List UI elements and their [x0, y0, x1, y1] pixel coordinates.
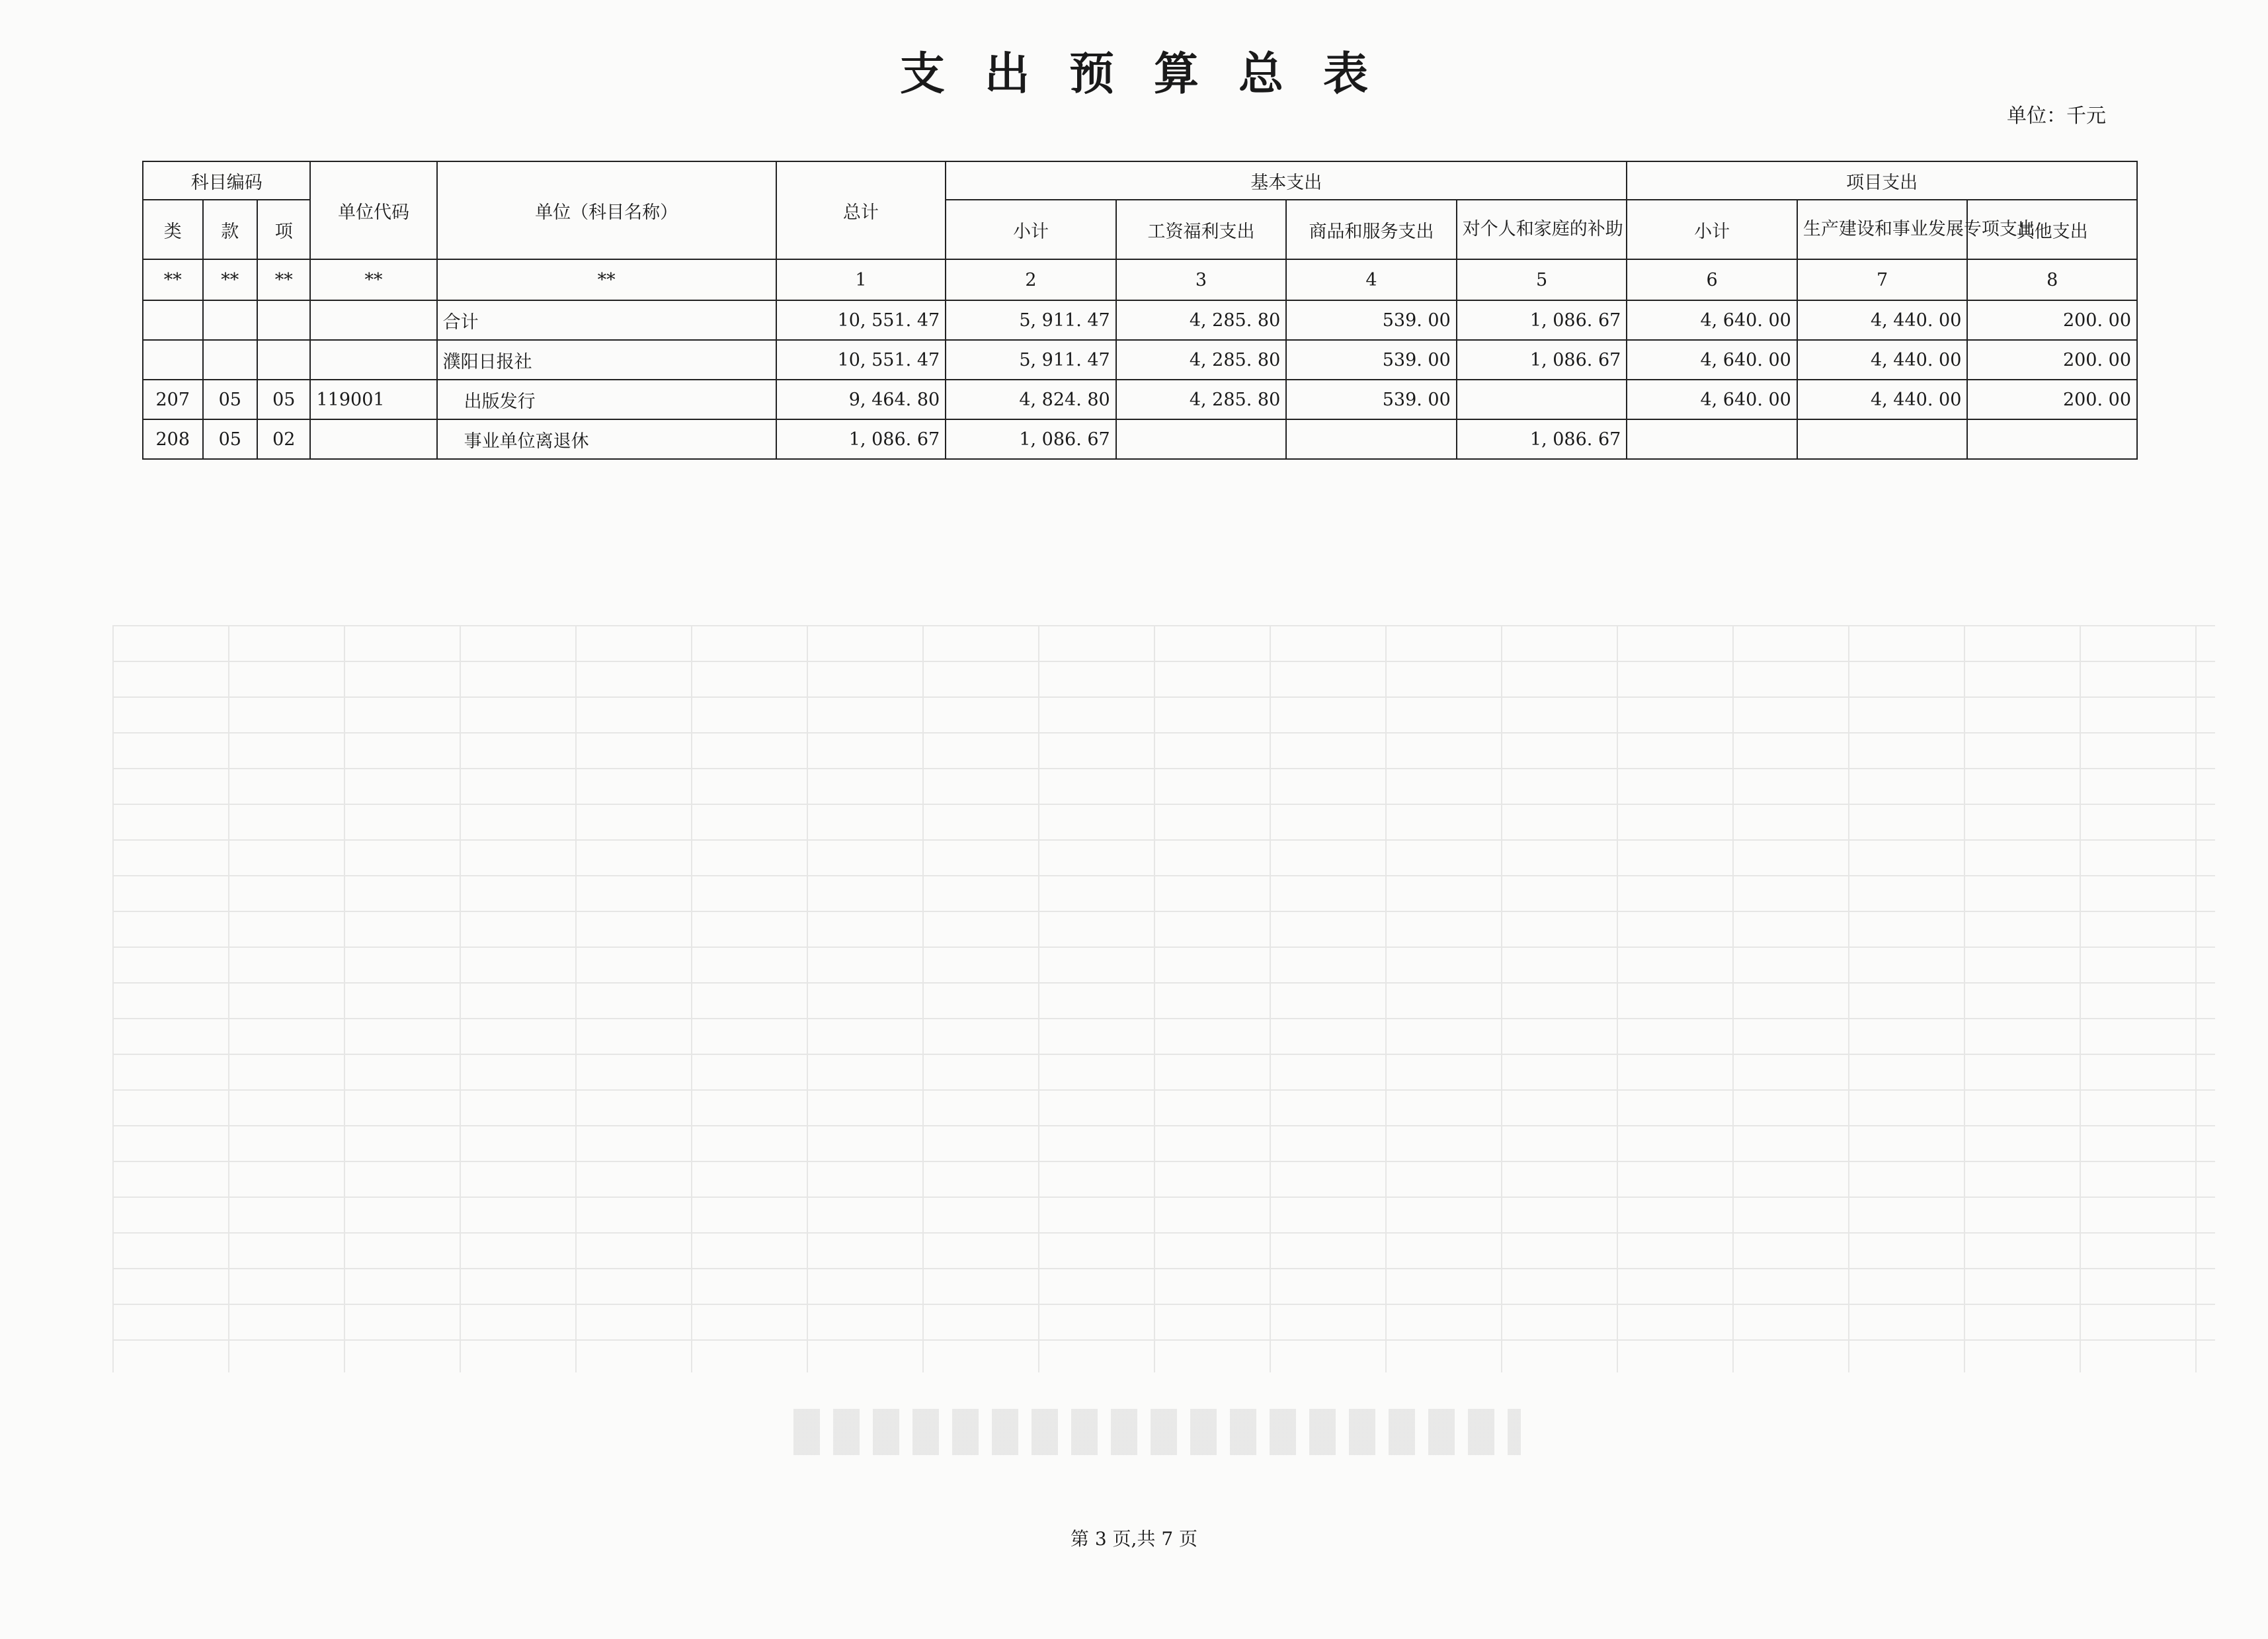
cell-subsidies: 1, 086. 67: [1457, 419, 1627, 459]
index-cell: 5: [1457, 259, 1627, 300]
cell-project-subtotal: 4, 640. 00: [1627, 300, 1797, 340]
cell-kuan: [203, 300, 257, 340]
cell-kuan: 05: [203, 380, 257, 419]
bleed-through-title: [793, 1409, 1521, 1455]
header-basic: 基本支出: [946, 161, 1627, 200]
header-subsidies: 对个人和家庭的补助: [1457, 200, 1627, 259]
cell-basic-subtotal: 1, 086. 67: [946, 419, 1116, 459]
cell-unit-code: 119001: [310, 380, 436, 419]
cell-total: 10, 551. 47: [776, 300, 946, 340]
header-unit-name: 单位（科目名称）: [437, 161, 776, 259]
cell-subsidies: 1, 086. 67: [1457, 340, 1627, 380]
header-kuan: 款: [203, 200, 257, 259]
index-cell: 8: [1967, 259, 2137, 300]
index-cell: **: [257, 259, 310, 300]
index-cell: **: [203, 259, 257, 300]
table-row: [143, 380, 2137, 419]
index-cell: **: [437, 259, 776, 300]
index-row: [143, 259, 2137, 300]
cell-wages: 4, 285. 80: [1116, 340, 1287, 380]
header-total: 总计: [776, 161, 946, 259]
cell-other: [1967, 419, 2137, 459]
unit-label: 单位：千元: [2007, 105, 2106, 128]
cell-goods: [1286, 419, 1457, 459]
cell-wages: 4, 285. 80: [1116, 300, 1287, 340]
index-cell: 2: [946, 259, 1116, 300]
cell-project-subtotal: [1627, 419, 1797, 459]
cell-other: 200. 00: [1967, 340, 2137, 380]
cell-lei: [143, 300, 203, 340]
cell-lei: 208: [143, 419, 203, 459]
budget-table: [142, 161, 2138, 460]
cell-lei: 207: [143, 380, 203, 419]
cell-unit-code: [310, 419, 436, 459]
header-goods-services: 商品和服务支出: [1286, 200, 1457, 259]
header-xiang: 项: [257, 200, 310, 259]
header-row-1: [143, 161, 2137, 200]
cell-kuan: 05: [203, 419, 257, 459]
cell-goods: 539. 00: [1286, 300, 1457, 340]
cell-total: 9, 464. 80: [776, 380, 946, 419]
cell-project-subtotal: 4, 640. 00: [1627, 340, 1797, 380]
index-cell: 6: [1627, 259, 1797, 300]
cell-xiang: [257, 300, 310, 340]
cell-production: [1797, 419, 1968, 459]
header-project-subtotal: 小计: [1627, 200, 1797, 259]
index-cell: **: [143, 259, 203, 300]
page-title: 支出预算总表: [899, 48, 1408, 101]
cell-wages: [1116, 419, 1287, 459]
cell-goods: 539. 00: [1286, 380, 1457, 419]
cell-production: 4, 440. 00: [1797, 300, 1968, 340]
cell-unit-code: [310, 340, 436, 380]
cell-project-subtotal: 4, 640. 00: [1627, 380, 1797, 419]
header-wages: 工资福利支出: [1116, 200, 1287, 259]
cell-unit-name: 合计: [437, 300, 776, 340]
cell-kuan: [203, 340, 257, 380]
table-row: [143, 340, 2137, 380]
cell-other: 200. 00: [1967, 380, 2137, 419]
cell-production: 4, 440. 00: [1797, 380, 1968, 419]
cell-basic-subtotal: 5, 911. 47: [946, 300, 1116, 340]
cell-unit-name: 濮阳日报社: [437, 340, 776, 380]
cell-production: 4, 440. 00: [1797, 340, 1968, 380]
cell-unit-name: 出版发行: [437, 380, 776, 419]
cell-lei: [143, 340, 203, 380]
cell-wages: 4, 285. 80: [1116, 380, 1287, 419]
table-row: [143, 300, 2137, 340]
cell-subsidies: [1457, 380, 1627, 419]
index-cell: **: [310, 259, 436, 300]
table-row: [143, 419, 2137, 459]
cell-total: 1, 086. 67: [776, 419, 946, 459]
cell-goods: 539. 00: [1286, 340, 1457, 380]
index-cell: 3: [1116, 259, 1287, 300]
header-production: 生产建设和事业发展专项支出: [1797, 200, 1968, 259]
header-project: 项目支出: [1627, 161, 2137, 200]
cell-xiang: 02: [257, 419, 310, 459]
cell-other: 200. 00: [1967, 300, 2137, 340]
header-other: 其他支出: [1967, 200, 2137, 259]
cell-unit-name: 事业单位离退休: [437, 419, 776, 459]
index-cell: 1: [776, 259, 946, 300]
cell-xiang: 05: [257, 380, 310, 419]
header-unit-code: 单位代码: [310, 161, 436, 259]
cell-unit-code: [310, 300, 436, 340]
header-basic-subtotal: 小计: [946, 200, 1116, 259]
index-cell: 4: [1286, 259, 1457, 300]
header-lei: 类: [143, 200, 203, 259]
index-cell: 7: [1797, 259, 1968, 300]
cell-total: 10, 551. 47: [776, 340, 946, 380]
cell-subsidies: 1, 086. 67: [1457, 300, 1627, 340]
cell-basic-subtotal: 4, 824. 80: [946, 380, 1116, 419]
header-subject-code: 科目编码: [143, 161, 310, 200]
cell-basic-subtotal: 5, 911. 47: [946, 340, 1116, 380]
bleed-through-background: [112, 625, 2215, 1372]
page-footer: 第 3 页,共 7 页: [1070, 1528, 1198, 1550]
cell-xiang: [257, 340, 310, 380]
